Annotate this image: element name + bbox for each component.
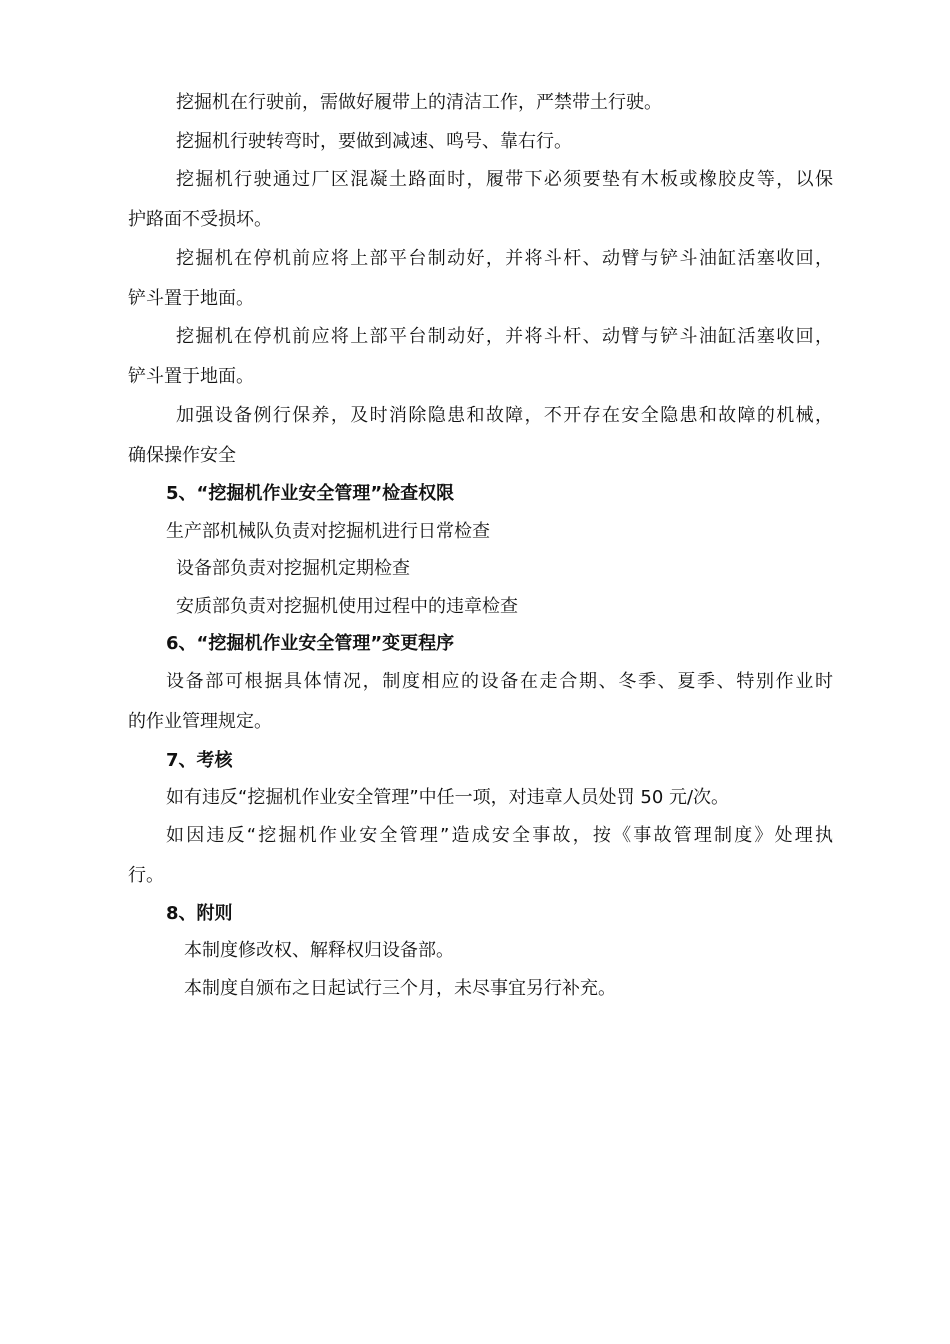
section-heading: 7、考核 [166, 750, 233, 771]
paragraph-line: 的作业管理规定。 [128, 711, 272, 732]
section-heading: 5、“挖掘机作业安全管理”检查权限 [166, 483, 455, 504]
paragraph-line: 挖掘机在停机前应将上部平台制动好，并将斗杆、动臂与铲斗油缸活塞收回， [176, 248, 833, 269]
paragraph-line: 铲斗置于地面。 [128, 288, 254, 309]
paragraph-line: 如因违反“挖掘机作业安全管理”造成安全事故，按《事故管理制度》处理执 [166, 825, 833, 846]
paragraph-line: 挖掘机行驶通过厂区混凝土路面时，履带下必须要垫有木板或橡胶皮等，以保 [176, 169, 833, 190]
paragraph-line: 设备部可根据具体情况，制度相应的设备在走合期、冬季、夏季、特别作业时 [166, 671, 833, 692]
paragraph-line: 加强设备例行保养，及时消除隐患和故障，不开存在安全隐患和故障的机械， [176, 405, 833, 426]
paragraph-line: 挖掘机行驶转弯时，要做到减速、鸣号、靠右行。 [176, 131, 572, 152]
paragraph-line: 挖掘机在停机前应将上部平台制动好，并将斗杆、动臂与铲斗油缸活塞收回， [176, 326, 833, 347]
paragraph-line: 本制度自颁布之日起试行三个月，未尽事宜另行补充。 [184, 978, 616, 999]
paragraph-line: 护路面不受损坏。 [128, 209, 272, 230]
paragraph-line: 生产部机械队负责对挖掘机进行日常检查 [166, 521, 490, 542]
paragraph-line: 确保操作安全 [128, 445, 236, 466]
paragraph-line: 如有违反“挖掘机作业安全管理”中任一项，对违章人员处罚 50 元/次。 [166, 787, 730, 808]
paragraph-line: 行。 [128, 865, 164, 886]
paragraph-line: 安质部负责对挖掘机使用过程中的违章检查 [176, 596, 518, 617]
paragraph-line: 设备部负责对挖掘机定期检查 [176, 558, 410, 579]
paragraph-line: 挖掘机在行驶前，需做好履带上的清洁工作，严禁带土行驶。 [176, 92, 662, 113]
paragraph-line: 铲斗置于地面。 [128, 366, 254, 387]
paragraph-line: 本制度修改权、解释权归设备部。 [184, 940, 454, 961]
section-heading: 8、附则 [166, 903, 233, 924]
section-heading: 6、“挖掘机作业安全管理”变更程序 [166, 633, 455, 654]
